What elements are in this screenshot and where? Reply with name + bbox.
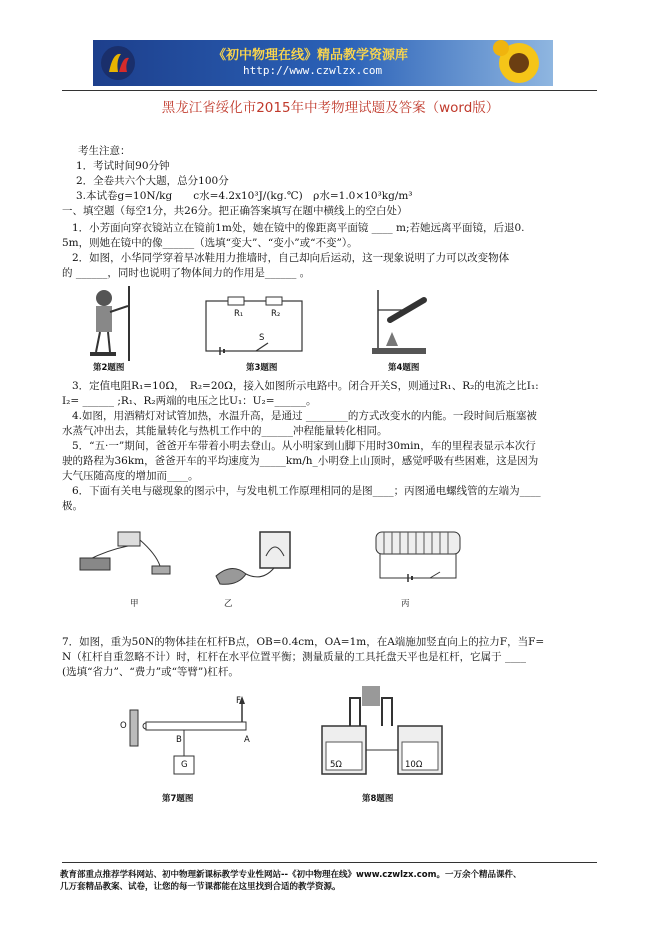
page-title: 黑龙江省绥化市2015年中考物理试题及答案（word版） bbox=[161, 100, 500, 116]
figure-6-b-galvanometer bbox=[212, 532, 302, 592]
site-logo-icon bbox=[99, 44, 137, 82]
header-rule bbox=[62, 90, 597, 91]
question-1-line-2: 5m，则她在镜中的像______（选填“变大”、“变小”或“不变”）。 bbox=[62, 237, 358, 249]
question-6-line-1: 6．下面有关电与磁现象的图示中，与发电机工作原理相同的是图____；丙图通电螺线管的左端为____ bbox=[72, 485, 541, 497]
figure-6-b-label: 乙 bbox=[224, 599, 233, 609]
notice-heading: 考生注意： bbox=[78, 145, 131, 157]
question-7-line-1: 7．如图，重为50N的物体挂在杠杆B点，OB=0.4cm，OA=1m，在A端施加竖直向上的拉力F，当F= bbox=[62, 636, 545, 648]
question-7-line-2: N（杠杆自重忽略不计）时，杠杆在水平位置平衡；测量质量的工具托盘天平也是杠杆，它属于 ____ bbox=[62, 651, 527, 663]
figure-6-a-apparatus bbox=[78, 530, 178, 582]
footer-line-2: 几万套精品教案、试卷，让您的每一节课都能在这里找到合适的教学资源。 bbox=[60, 882, 341, 892]
resistor-10-ohm-label: 10Ω bbox=[405, 760, 423, 770]
figure-2-caption: 第2题图 bbox=[93, 363, 125, 373]
question-5-line-2: 驶的路程为36km，爸爸开车的平均速度为_____km/h_小明登上山顶时，感觉呼吸有些困难，这是因为 bbox=[62, 455, 539, 467]
banner-title: 《初中物理在线》精品教学资源库 bbox=[213, 48, 409, 63]
figure-6-a-label: 甲 bbox=[130, 599, 139, 609]
footer-line-1: 教育部重点推荐学科网站、初中物理新课标教学专业性网站--《初中物理在线》www.czwlzx.com。一万余个精品课件、 bbox=[60, 870, 522, 880]
question-2-line-1: 2．如图，小华同学穿着旱冰鞋用力推墙时，自己却向后运动，这一现象说明了力可以改变物体 bbox=[72, 252, 510, 264]
question-3-line-2: I₂= ______ ;R₁、R₂两端的电压之比U₁：U₂=______。 bbox=[62, 395, 317, 407]
figure-3-circuit bbox=[206, 297, 302, 355]
question-3-line-1: 3．定值电阻R₁=10Ω， R₂=20Ω，接入如图所示电路中。闭合开关S，则通过R₁、R₂的电流之比I₁: bbox=[72, 380, 539, 392]
question-4-line-2: 水蒸气冲出去，其能量转化与热机工作中的______冲程能量转化相同。 bbox=[62, 425, 388, 437]
question-5-line-1: 5．“五·一”期间，爸爸开车带着小明去登山。从小明家到山脚下用时30min，车的里程表显示本次行 bbox=[72, 440, 536, 452]
question-1-line-1: 1．小芳面向穿衣镜站立在镜前1m处，她在镜中的像距离平面镜 ____ m;若她远离平面镜，后退0. bbox=[72, 222, 525, 234]
figure-2-skater bbox=[84, 286, 134, 361]
header-banner bbox=[93, 40, 553, 86]
notice-item-3: 3.本试卷g=10N/kg c水=4.2x10³J/(kg.℃) ρ水=1.0×10³kg/m³ bbox=[76, 190, 413, 202]
section-heading: 一、填空题（每空1分，共26分。把正确答案填写在题中横线上的空白处） bbox=[62, 205, 408, 217]
lever-point-o-label: O bbox=[120, 721, 127, 731]
figure-7-lever bbox=[130, 696, 260, 778]
lever-point-b-label: B bbox=[176, 735, 182, 745]
sunflower-image-icon bbox=[489, 40, 549, 86]
resistor-r2-label: R₂ bbox=[271, 309, 281, 319]
footer-rule bbox=[62, 862, 597, 863]
figure-3-caption: 第3题图 bbox=[246, 363, 278, 373]
notice-item-1: 1．考试时间90分钟 bbox=[76, 160, 170, 172]
resistor-5-ohm-label: 5Ω bbox=[330, 760, 342, 770]
banner-url[interactable]: http://www.czwlzx.com bbox=[243, 64, 383, 77]
question-4-line-1: 4.如图，用酒精灯对试管加热，水温升高，是通过 ________的方式改变水的内能。一段时间后瓶塞被 bbox=[72, 410, 537, 422]
question-6-line-2: 极。 bbox=[62, 500, 83, 512]
question-7-line-3: (选填“省力”、“费力”或“等臂”)杠杆。 bbox=[62, 666, 239, 678]
figure-7-caption: 第7题图 bbox=[162, 794, 194, 804]
question-5-line-3: 大气压随高度的增加而____。 bbox=[62, 470, 199, 482]
lever-weight-g-label: G bbox=[181, 760, 188, 770]
notice-item-2: 2．全卷共六个大题，总分100分 bbox=[76, 175, 229, 187]
figure-6-c-label: 丙 bbox=[401, 599, 410, 609]
switch-label: S bbox=[259, 333, 265, 343]
question-2-line-2: 的 ______，同时也说明了物体间力的作用是______ 。 bbox=[62, 267, 311, 279]
figure-4-test-tube bbox=[364, 286, 434, 358]
figure-6-c-solenoid bbox=[370, 530, 466, 590]
figure-8-caption: 第8题图 bbox=[362, 794, 394, 804]
figure-4-caption: 第4题图 bbox=[388, 363, 420, 373]
lever-force-f-label: F bbox=[236, 696, 241, 706]
resistor-r1-label: R₁ bbox=[234, 309, 244, 319]
lever-point-a-label: A bbox=[244, 735, 250, 745]
